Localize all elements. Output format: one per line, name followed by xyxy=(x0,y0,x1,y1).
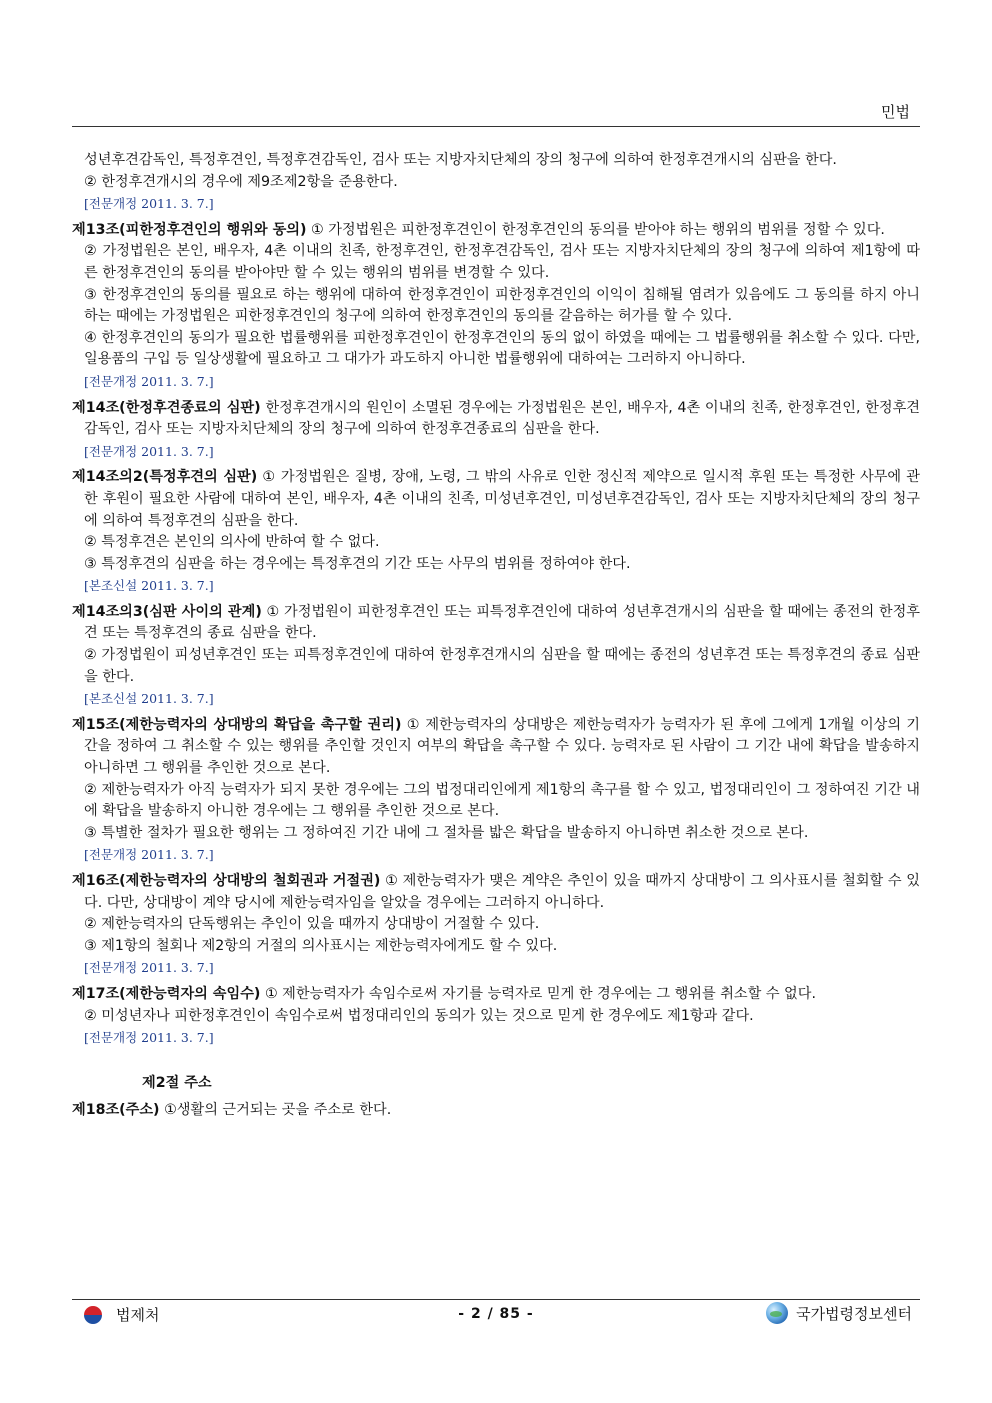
page-number: - 2 / 85 - xyxy=(458,1306,534,1322)
amendment-stamp: [본조신설 2011. 3. 7.] xyxy=(84,578,214,594)
amendment-stamp: [전문개정 2011. 3. 7.] xyxy=(84,196,214,212)
article-paragraph-1: 한정후견개시의 원인이 소멸된 경우에는 가정법원은 본인, 배우자, 4촌 이내의 친족, 한정후견인, 한정후견감독인, 검사 또는 지방자치단체의 장의 청구에 의하여 한정후견종료의 심판을 한다. xyxy=(84,399,920,438)
article-heading: 제15조(제한능력자의 상대방의 확답을 촉구할 권리) xyxy=(72,716,402,733)
article-paragraph: ④ 한정후견인의 동의가 필요한 법률행위를 피한정후견인이 한정후견인의 동의 없이 하였을 때에는 그 법률행위를 취소할 수 있다. 다만, 일용품의 구입 등 일상생활에 필요하고 그 대가가 과도하지 아니한 법률행위에 대하여는 그러하지 아니하다. xyxy=(84,329,920,368)
article-paragraph-1: ①생활의 근거되는 곳을 주소로 한다. xyxy=(164,1102,392,1119)
article-paragraph-1: ① 가정법원은 질병, 장애, 노령, 그 밖의 사유로 인한 정신적 제약으로 일시적 후원 또는 특정한 사무에 관한 후원이 필요한 사람에 대하여 본인, 배우자, 4촌 이내의 친족, 미성년후견인, 미성년후견감독인, 검사 또는 지방자치단체의 장의 청구에 의하여 특정후견의 심판을 한다. xyxy=(84,469,920,529)
article-paragraph: ② 가정법원이 피성년후견인 또는 피특정후견인에 대하여 한정후견개시의 심판을 할 때에는 종전의 성년후견 또는 특정후견의 종료 심판을 한다. xyxy=(84,647,920,685)
amendment-stamp: [전문개정 2011. 3. 7.] xyxy=(84,1030,214,1046)
footer-law-center-label: 국가법령정보센터 xyxy=(796,1304,912,1323)
amendment-stamp: [본조신설 2011. 3. 7.] xyxy=(84,691,214,707)
article-paragraph-1: ① 가정법원은 피한정후견인이 한정후견인의 동의를 받아야 하는 행위의 범위를 정할 수 있다. xyxy=(310,221,885,238)
footer-ministry-label: 법제처 xyxy=(116,1306,160,1324)
article-heading: 제16조(제한능력자의 상대방의 철회권과 거절권) xyxy=(72,873,381,889)
article-14-2 xyxy=(72,467,920,532)
article-paragraph-1: ① 제한능력자의 상대방은 제한능력자가 능력자가 된 후에 그에게 1개월 이상의 기간을 정하여 그 취소할 수 있는 행위를 추인할 것인지 여부의 확답을 촉구할 수 있다. 능력자로 된 사람이 그 기간 내에 확답을 발송하지 아니하면 그 행위를 추인한 것으로 본다. xyxy=(84,716,920,777)
amendment-stamp: [전문개정 2011. 3. 7.] xyxy=(84,443,214,459)
footer-divider xyxy=(72,1299,920,1300)
article-heading: 제17조(제한능력자의 속임수) xyxy=(72,985,261,1002)
article-paragraph-1: ① 제한능력자가 맺은 계약은 추인이 있을 때까지 상대방이 그 의사표시를 철회할 수 있다. 다만, 상대방이 계약 당시에 제한능력자임을 알았을 경우에는 그러하지 아니하다. xyxy=(84,873,920,911)
article-heading: 제13조(피한정후견인의 행위와 동의) xyxy=(72,221,307,238)
globe-icon xyxy=(766,1302,788,1324)
article-paragraph: ② 미성년자나 피한정후견인이 속임수로써 법정대리인의 동의가 있는 것으로 믿게 한 경우에도 제1항과 같다. xyxy=(84,1007,754,1024)
article-16 xyxy=(72,871,920,914)
article-paragraph: ② 특정후견은 본인의 의사에 반하여 할 수 없다. xyxy=(84,534,380,551)
article-paragraph-1: ① 제한능력자가 속임수로써 자기를 능력자로 믿게 한 경우에는 그 행위를 취소할 수 없다. xyxy=(264,985,816,1002)
amendment-stamp: [전문개정 2011. 3. 7.] xyxy=(84,960,214,976)
article-paragraph: ② 가정법원은 본인, 배우자, 4촌 이내의 친족, 한정후견인, 한정후견감독인, 검사 또는 지방자치단체의 장의 청구에 의하여 제1항에 따른 한정후견인의 동의를 받아야만 할 수 있는 행위의 범위를 변경할 수 있다. xyxy=(84,243,920,281)
intro-item-2: ② 한정후견개시의 경우에 제9조제2항을 준용한다. xyxy=(84,173,398,190)
article-paragraph: ③ 특정후견의 심판을 하는 경우에는 특정후견의 기간 또는 사무의 범위를 정하여야 한다. xyxy=(84,555,631,572)
footer-law-center xyxy=(766,1302,912,1324)
article-17 xyxy=(72,984,920,1006)
section-title: 제2절 주소 xyxy=(142,1074,212,1091)
intro-continuation: 성년후견감독인, 특정후견인, 특정후견감독인, 검사 또는 지방자치단체의 장의 청구에 의하여 한정후견개시의 심판을 한다. xyxy=(84,152,837,168)
article-heading: 제14조의2(특정후견의 심판) xyxy=(72,469,258,486)
article-13 xyxy=(72,220,920,242)
article-paragraph: ③ 한정후견인의 동의를 필요로 하는 행위에 대하여 한정후견인이 피한정후견인의 이익이 침해될 염려가 있음에도 그 동의를 하지 아니하는 때에는 가정법원은 피한정후견인의 청구에 의하여 한정후견인의 동의를 갈음하는 허가를 할 수 있다. xyxy=(84,286,920,325)
article-heading: 제14조의3(심판 사이의 관계) xyxy=(72,603,262,620)
article-paragraph: ② 제한능력자가 아직 능력자가 되지 못한 경우에는 그의 법정대리인에게 제1항의 촉구를 할 수 있고, 법정대리인이 그 정하여진 기간 내에 확답을 발송하지 아니한 경우에는 그 행위를 추인한 것으로 본다. xyxy=(84,781,920,820)
article-paragraph-1: ① 가정법원이 피한정후견인 또는 피특정후견인에 대하여 성년후견개시의 심판을 할 때에는 종전의 한정후견 또는 특정후견의 종료 심판을 한다. xyxy=(84,603,921,642)
article-paragraph: ② 제한능력자의 단독행위는 추인이 있을 때까지 상대방이 거절할 수 있다. xyxy=(84,916,540,933)
article-14 xyxy=(72,398,920,441)
article-heading: 제18조(주소) xyxy=(72,1102,160,1119)
article-18 xyxy=(72,1100,920,1122)
article-15 xyxy=(72,715,920,780)
amendment-stamp: [전문개정 2011. 3. 7.] xyxy=(84,373,214,389)
article-paragraph: ③ 제1항의 철회나 제2항의 거절의 의사표시는 제한능력자에게도 할 수 있다. xyxy=(84,937,558,954)
article-heading: 제14조(한정후견종료의 심판) xyxy=(72,399,261,416)
article-14-3 xyxy=(72,602,920,645)
header-divider xyxy=(72,126,920,127)
article-paragraph: ③ 특별한 절차가 필요한 행위는 그 정하여진 기간 내에 그 절차를 밟은 확답을 발송하지 아니하면 취소한 것으로 본다. xyxy=(84,824,809,841)
page-header-title: 민법 xyxy=(881,103,910,121)
document-body xyxy=(72,150,920,1122)
amendment-stamp: [전문개정 2011. 3. 7.] xyxy=(84,847,214,863)
